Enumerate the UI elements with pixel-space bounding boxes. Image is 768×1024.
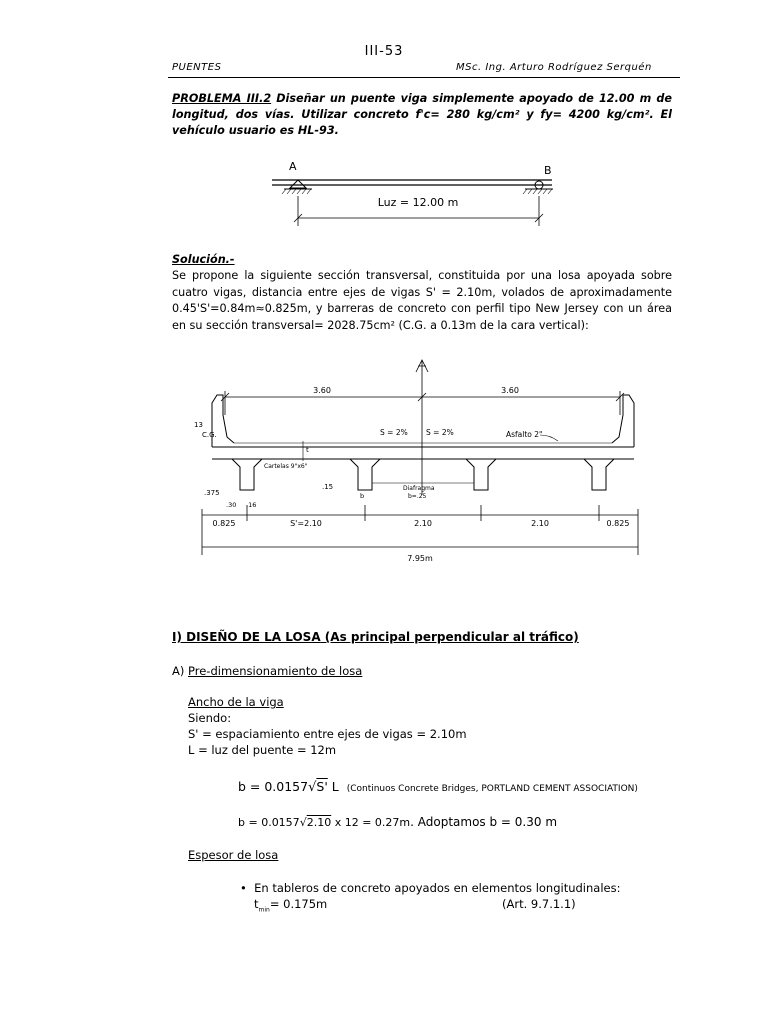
half-width-right-label: 3.60 — [501, 386, 519, 395]
chamfer-label: Cartelas 9"x6" — [264, 463, 308, 470]
problem-label: PROBLEMA III.2 — [172, 92, 272, 105]
beam-width-formula — [238, 779, 638, 795]
tmin-value: = 0.175m — [269, 897, 328, 911]
page-number: III-53 — [364, 44, 404, 59]
tmin-line — [254, 897, 327, 913]
formula-rhs: L — [327, 779, 339, 794]
diaphragm-width: b=.25 — [408, 493, 427, 500]
dim-015: .15 — [322, 483, 334, 491]
girder-2 — [350, 459, 380, 490]
dim-spacing-2: 2.10 — [414, 519, 432, 528]
formula-root: S' — [316, 779, 328, 794]
span-label: Luz = 12.00 m — [377, 196, 459, 209]
cross-section-diagram — [190, 355, 650, 580]
beam-width-heading: Ancho de la viga — [188, 695, 284, 709]
calc-root: 2.10 — [306, 816, 332, 829]
solution-paragraph: Se propone la siguiente sección transversal, constituida por una losa apoyada sobre cuatro vigas, distancia entre ejes de vigas S' = 2.10m, volados de aproximadamente 0.45'S'=0.84m≈0.825m, y barreras de concreto con perfil tipo New Jersey con un área en su sección transversal= 2028.75cm² (C.G. a 0.13m de la cara vertical): — [172, 269, 672, 332]
section-i-subtitle: (As principal perpendicular al tráfico) — [320, 630, 579, 644]
tmin-symbol: t — [254, 897, 259, 911]
formula-source: (Continuos Concrete Bridges, PORTLAND CEMENT ASSOCIATION) — [346, 784, 638, 794]
bullet-text: En tableros de concreto apoyados en elementos longitudinales: — [254, 881, 621, 895]
hatch-b — [523, 189, 552, 194]
problem-text: Diseñar un puente viga simplemente apoyado de 12.00 m de longitud, dos vías. Utilizar concreto f'c= 280 kg/cm² y fy= 4200 kg/cm². El vehículo usuario es HL-93. — [172, 92, 672, 137]
header-rule — [168, 77, 680, 78]
section-a-heading — [172, 664, 362, 678]
s-definition: S' = espaciamiento entre ejes de vigas = 2.10m — [188, 727, 467, 741]
cg-dim: 13 — [194, 421, 203, 429]
header-right: MSc. Ing. Arturo Rodríguez Serquén — [456, 62, 652, 73]
pin-support-a — [290, 180, 306, 188]
section-i-heading — [172, 630, 579, 644]
slope-left: S = 2% — [380, 428, 408, 437]
bullet-icon: • — [240, 881, 255, 895]
calc-sqrt-icon: √ — [299, 816, 307, 829]
girder-1 — [232, 459, 262, 490]
dim-016: .16 — [246, 501, 257, 509]
dim-spacing-3: 2.10 — [531, 519, 549, 528]
half-width-left-label: 3.60 — [313, 386, 331, 395]
slab-thickness-heading: Espesor de losa — [188, 848, 279, 862]
beam-width-calc — [238, 815, 557, 829]
total-width-label: 7.95m — [407, 554, 433, 563]
dim-spacing-1: S'=2.10 — [290, 519, 322, 528]
siendo-label: Siendo: — [188, 711, 232, 725]
section-a-prefix: A) — [172, 664, 189, 678]
slab-bullet — [240, 881, 620, 895]
t-label: t — [306, 446, 309, 454]
solution-title: Solución.- — [172, 253, 235, 266]
l-definition: L = luz del puente = 12m — [188, 743, 337, 757]
calc-lhs: b = 0.0157 — [238, 816, 300, 829]
support-b-label: B — [544, 164, 552, 177]
girder-4 — [584, 459, 614, 490]
tmin-subscript: min — [258, 906, 270, 914]
simply-supported-beam-diagram — [262, 158, 562, 230]
tmin-article: (Art. 9.7.1.1) — [502, 897, 576, 911]
barrier-right — [612, 395, 634, 447]
sqrt-icon: √ — [308, 780, 317, 795]
hatch-a — [282, 189, 311, 194]
diaphragm-label: Diafragma — [403, 485, 435, 492]
header-left: PUENTES — [172, 62, 222, 73]
b-label: b — [360, 492, 365, 500]
section-i-title: I) DISEÑO DE LA LOSA — [172, 630, 321, 644]
asphalt-label: Asfalto 2" — [506, 430, 543, 439]
section-a-title: Pre-dimensionamiento de losa — [188, 664, 363, 678]
girder-3 — [466, 459, 496, 490]
support-a-label: A — [289, 160, 297, 173]
calc-rest: x 12 = 0.27m — [331, 816, 411, 829]
cg-label: C.G. — [202, 431, 217, 439]
problem-statement — [172, 91, 672, 139]
slope-right: S = 2% — [426, 428, 454, 437]
formula-lhs: b = 0.0157 — [238, 779, 309, 794]
calc-adopt: . Adoptamos b = 0.30 m — [410, 815, 558, 829]
dim-overhang-right: 0.825 — [606, 519, 630, 528]
dim-overhang-left: 0.825 — [212, 519, 236, 528]
barrier-left — [212, 395, 234, 447]
dim-030: .30 — [226, 501, 237, 509]
dim-375: .375 — [204, 489, 220, 497]
